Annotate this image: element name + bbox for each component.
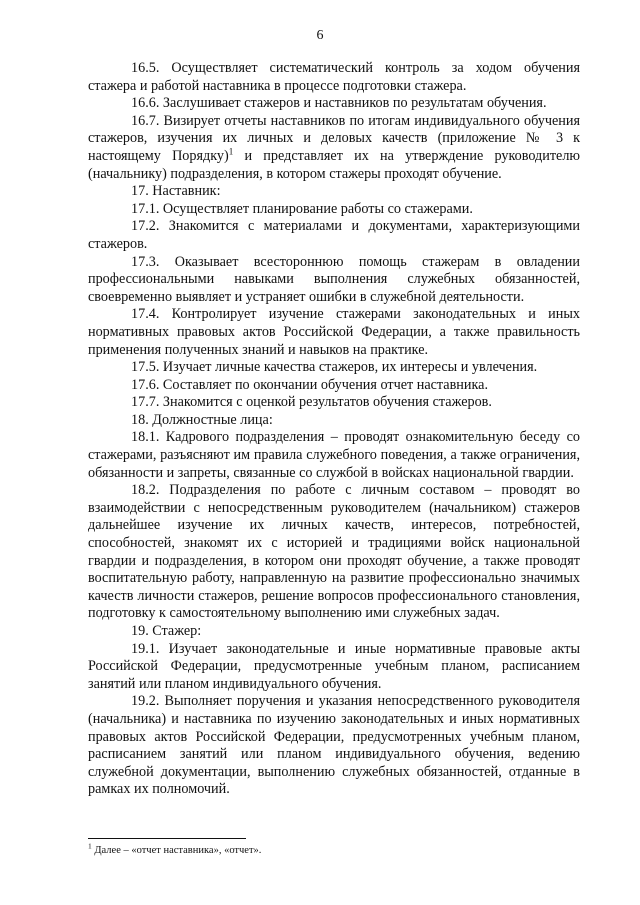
paragraph-16-5: 16.5. Осуществляет систематический контроль за ходом обучения стажера и работой наставника в процессе подготовки стажера.	[88, 60, 580, 94]
paragraph-18-1: 18.1. Кадрового подразделения – проводят ознакомительную беседу со стажерами, разъясняют им правила служебного поведения, а также ограничения, обязанности и запреты, связанные со службой в войсках национальной гвардии.	[88, 429, 580, 481]
paragraph-17-7: 17.7. Знакомится с оценкой результатов обучения стажеров.	[131, 394, 492, 411]
paragraph-17-3: 17.3. Оказывает всестороннюю помощь стажерам в овладении профессиональными навыками выполнения служебных обязанностей, своевременно выявляет и устраняет ошибки в служебной деятельности.	[88, 253, 580, 305]
paragraph-17-2: 17.2. Знакомится с материалами и документами, характеризующими стажеров.	[88, 218, 580, 252]
paragraph-16-7	[88, 113, 580, 183]
paragraph-19-2: 19.2. Выполняет поручения и указания непосредственного руководителя (начальника) и наставника по изучению законодательных и иных нормативных правовых актов Российской Федерации, предусмотренных учебным планом, расписанием занятий или планом индивидуального обучения, ведению служебной документации, выполнению служебных обязанностей, отданные в рамках их полномочий.	[88, 693, 580, 798]
paragraph-17-5: 17.5. Изучает личные качества стажеров, их интересы и увлечения.	[131, 359, 538, 376]
paragraph-19-1: 19.1. Изучает законодательные и иные нормативные правовые акты Российской Федерации, предусмотренные учебным планом, расписанием занятий или планом индивидуального обучения.	[88, 640, 580, 692]
paragraph-17-1: 17.1. Осуществляет планирование работы со стажерами.	[131, 200, 473, 217]
paragraph-16-7-text-end: и представляет их на утверждение руководителю (начальнику) подразделения, в котором стажеры проходят обучение.	[88, 147, 581, 182]
paragraph-16-6: 16.6. Заслушивает стажеров и наставников по результатам обучения.	[131, 95, 547, 112]
paragraph-17-4: 17.4. Контролирует изучение стажерами законодательных и иных нормативных правовых актов Российской Федерации, а также правильность применения полученных знаний и навыков на практике.	[88, 306, 580, 358]
footnote-text: Далее – «отчет наставника», «отчет».	[91, 845, 262, 856]
paragraph-18: 18. Должностные лица:	[131, 411, 273, 428]
paragraph-18-2: 18.2. Подразделения по работе с личным составом – проводят во взаимодействии с непосредственным руководителем (начальником) стажеров дальнейшее изучение их личных качеств, интересов, потребностей, способностей, знакомят их с историей и традициями войск национальной гвардии и подразделения, в котором они проходят обучение, а также проводят воспитательную работу, направленную на развитие профессионально значимых качеств личности стажеров, решение вопросов профессионального становления, подготовку к самостоятельному выполнению ими служебных задач.	[88, 482, 580, 622]
paragraph-17-6: 17.6. Составляет по окончании обучения отчет наставника.	[131, 376, 489, 393]
footnote-mark: 1	[88, 841, 92, 851]
paragraph-19: 19. Стажер:	[131, 623, 202, 639]
footnote	[88, 841, 580, 857]
paragraph-16-7-text: 16.7. Визирует отчеты наставников по итогам индивидуального обучения стажеров, изучения их личных и деловых качеств (приложение № 3 к настоящему Порядку)	[88, 112, 580, 164]
document-body	[88, 60, 580, 799]
page-number: 6	[316, 28, 324, 43]
paragraph-17: 17. Наставник:	[131, 183, 221, 200]
footnote-reference: 1	[228, 146, 234, 157]
footnote-divider	[88, 838, 246, 839]
